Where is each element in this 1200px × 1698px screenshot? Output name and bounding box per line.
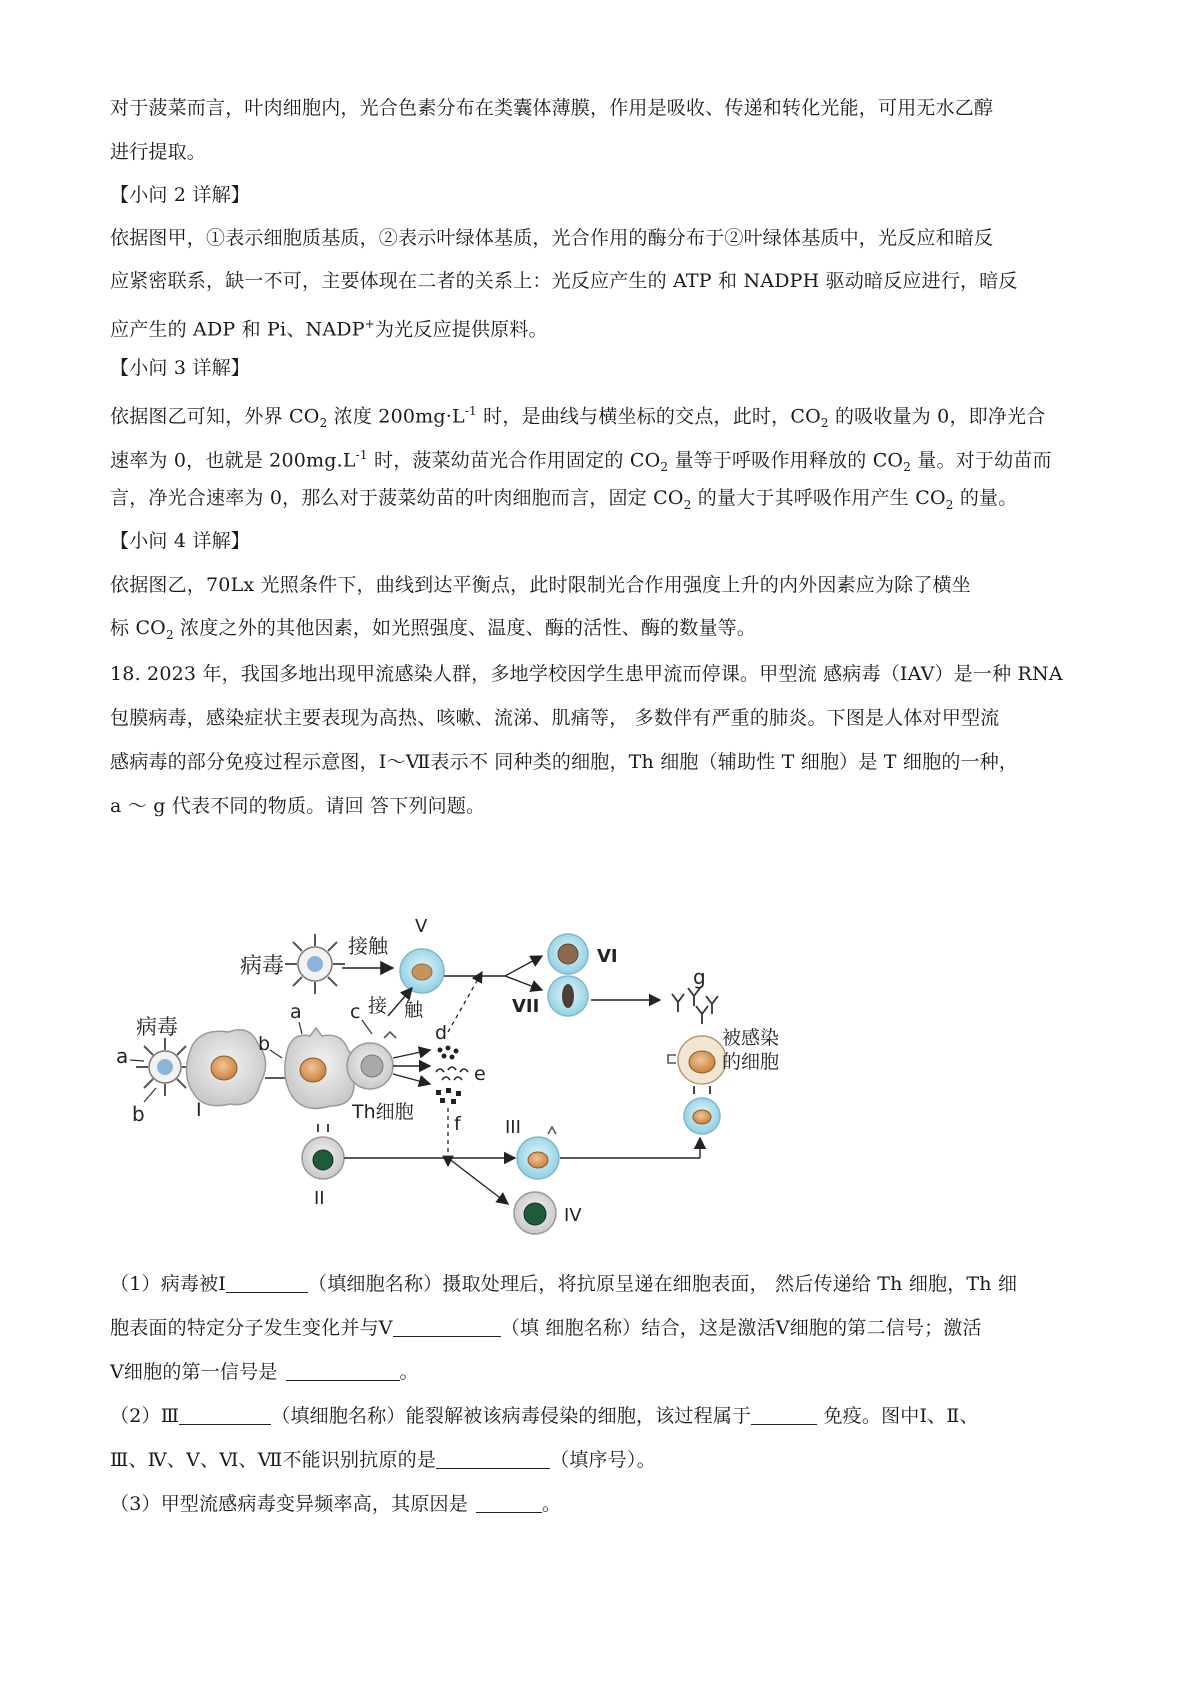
subscript: 2 [660,460,669,475]
answer-blank-1[interactable] [226,1272,308,1293]
virus-label-top: 病毒 [240,954,285,979]
answer-text-line: 应紧密联系，缺一不可，主要体现在二者的关系上：光反应产生的 ATP 和 NADPH 驱动暗反应进行，暗反 [110,270,1018,292]
text-run: （3）甲型流感病毒变异频率高，其原因是 [110,1493,468,1515]
question-18-text-line: 感病毒的部分免疫过程示意图，Ⅰ～Ⅶ表示不 同种类的细胞，Th 细胞（辅助性 T 细胞）是 T 细胞的一种， [110,751,1019,773]
sub-question-1-line [110,1314,982,1342]
cytokine-e-shapes [436,1067,468,1080]
text-run: 。 [399,1361,419,1383]
subscript: 2 [820,416,829,431]
answer-blank-5[interactable] [751,1404,817,1425]
text-run: 时，是曲线与横坐标的交点，此时，CO [476,405,821,428]
subscript: 2 [683,497,692,512]
virus-icon-top [285,934,345,994]
text-run: （1）病毒被Ⅰ [110,1273,226,1295]
sub-question-1-line [110,1270,1017,1298]
antibody-icon [672,988,718,1024]
answer-text-line [110,310,548,343]
question-18-text-line: 18. 2023 年，我国多地出现甲流感染人群，多地学校因学生患甲流而停课。甲型流 感病毒（IAV）是一种 RNA [110,663,1063,685]
cytokine-f-squares [436,1088,461,1104]
infected-cell-label-2: 的细胞 [722,1051,780,1073]
memory-t-cell-IV [514,1192,556,1234]
answer-text-line [110,484,1017,519]
subscript: 2 [903,460,912,475]
text-run: 标 CO [110,617,166,639]
cell-II-label: II [314,1188,325,1209]
text-run: 言，净光合速率为 0，那么对于菠菜幼苗的叶肉细胞而言，固定 CO [110,487,684,509]
answer-blank-2[interactable] [393,1316,501,1337]
text-run: （填细胞名称）摄取处理后，将抗原呈递在细胞表面， 然后传递给 Th 细胞，Th 细 [308,1273,1018,1295]
virus-icon-left [136,1038,194,1096]
answer-text-line [110,441,1052,481]
label-c: c [350,1001,361,1023]
b-cell-V [400,949,444,993]
text-run: 的吸收量为 0，即净光合 [828,405,1046,428]
answer-text-line [110,397,1045,437]
text-run: Ⅲ、Ⅳ、Ⅴ、Ⅵ、Ⅶ不能识别抗原的是 [110,1449,437,1471]
text-run: 应产生的 ADP 和 Pi、NADP [110,318,365,341]
text-run: Ⅴ细胞的第一信号是 [110,1361,278,1383]
cell-V-label: V [415,916,428,937]
answer-text-line: 进行提取。 [110,141,207,163]
text-run: 胞表面的特定分子发生变化并与Ⅴ [110,1317,393,1339]
text-run: 的量大于其呼吸作用产生 CO [691,487,946,509]
cell-IV-label: IV [564,1205,582,1226]
superscript: -1 [464,404,477,418]
text-run: 量。对于幼苗而 [911,449,1052,472]
question-18-text-line: 包膜病毒，感染症状主要表现为高热、咳嗽、流涕、肌痛等， 多数伴有严重的肺炎。下图是人体对甲型流 [110,707,1000,729]
superscript: + [364,317,375,331]
antigen-presenting-cell-I [186,1030,265,1106]
plasma-cell-VII [548,976,588,1016]
text-run: （2）Ⅲ [110,1405,180,1427]
text-run: 的量。 [953,487,1018,509]
infected-cell-label-1: 被感染 [722,1027,780,1049]
sub-question-heading: 【小问 4 详解】 [110,530,250,552]
cytokine-f-label: f [454,1113,461,1135]
sub-question-3-line [110,1490,561,1518]
answer-blank-7[interactable] [476,1492,542,1513]
text-run: （填 细胞名称）结合，这是激活Ⅴ细胞的第二信号；激活 [500,1317,982,1339]
text-run: 免疫。图中Ⅰ、Ⅱ、 [817,1405,979,1427]
text-run: （填序号）。 [550,1449,656,1471]
sub-question-2-line [110,1402,979,1430]
infected-cell [668,1036,726,1084]
apc-presenting-antigen [285,1028,357,1108]
text-run: 浓度 200mg·L [327,405,465,428]
label-a-left: a [116,1044,129,1068]
th-cell [347,1032,396,1089]
text-run: 为光反应提供原料。 [374,318,548,341]
answer-text-line: 依据图乙，70Lx 光照条件下，曲线到达平衡点，此时限制光合作用强度上升的内外因素应为除了横坐 [110,574,971,596]
th-cell-label: Th细胞 [352,1101,414,1123]
question-18-text-line: a ～ g 代表不同的物质。请回 答下列问题。 [110,795,486,817]
immune-process-diagram [110,908,1070,1248]
label-a-apc: a [290,1001,302,1023]
sub-question-2-line [110,1446,656,1474]
text-run: 。 [541,1493,562,1515]
text-run: 量等于呼吸作用释放的 CO [668,449,904,472]
cytokine-e-label: e [474,1063,486,1085]
t-cell-II [302,1124,344,1179]
cell-I-label: I [196,1099,202,1121]
virus-label-left: 病毒 [136,1015,178,1039]
answer-blank-4[interactable] [179,1404,271,1425]
sub-question-heading: 【小问 3 详解】 [110,357,250,379]
subscript: 2 [165,627,174,642]
answer-blank-6[interactable] [436,1448,550,1469]
answer-blank-3[interactable] [286,1360,400,1381]
answer-text-line [110,614,756,649]
cytotoxic-t-cell-III [517,1127,559,1179]
cytokine-d-label: d [435,1022,448,1044]
sub-question-heading: 【小问 2 详解】 [110,184,250,206]
contact-label-2b: 触 [404,999,424,1021]
label-b-apc: b [258,1033,271,1055]
contact-label: 接触 [348,934,388,958]
cell-III-label: III [505,1117,521,1138]
text-run: 依据图乙可知，外界 CO [110,405,320,428]
contact-label-2a: 接 [368,995,388,1017]
antibody-g-label: g [693,965,706,989]
effector-t-cell-binding [684,1086,720,1134]
memory-cell-VI [548,934,588,974]
answer-text-line: 依据图甲，①表示细胞质基质，②表示叶绿体基质，光合作用的酶分布于②叶绿体基质中，光反应和暗反 [110,227,994,249]
subscript: 2 [319,416,328,431]
text-run: 时，菠菜幼苗光合作用固定的 CO [367,449,661,472]
cytokine-d-dots [438,1046,459,1060]
text-run: 速率为 0，也就是 200mg.L [110,449,356,472]
cell-VII-label: VII [512,996,540,1017]
superscript: -1 [355,448,368,462]
text-run: （填细胞名称）能裂解被该病毒侵染的细胞，该过程属于 [271,1405,752,1427]
label-b-left: b [132,1102,145,1126]
answer-text-line: 对于菠菜而言，叶肉细胞内，光合色素分布在类囊体薄膜，作用是吸收、传递和转化光能，可用无水乙醇 [110,97,994,119]
sub-question-1-line [110,1358,419,1386]
cell-VI-label: VI [597,946,618,967]
text-run: 浓度之外的其他因素，如光照强度、温度、酶的活性、酶的数量等。 [173,617,757,639]
subscript: 2 [945,497,954,512]
